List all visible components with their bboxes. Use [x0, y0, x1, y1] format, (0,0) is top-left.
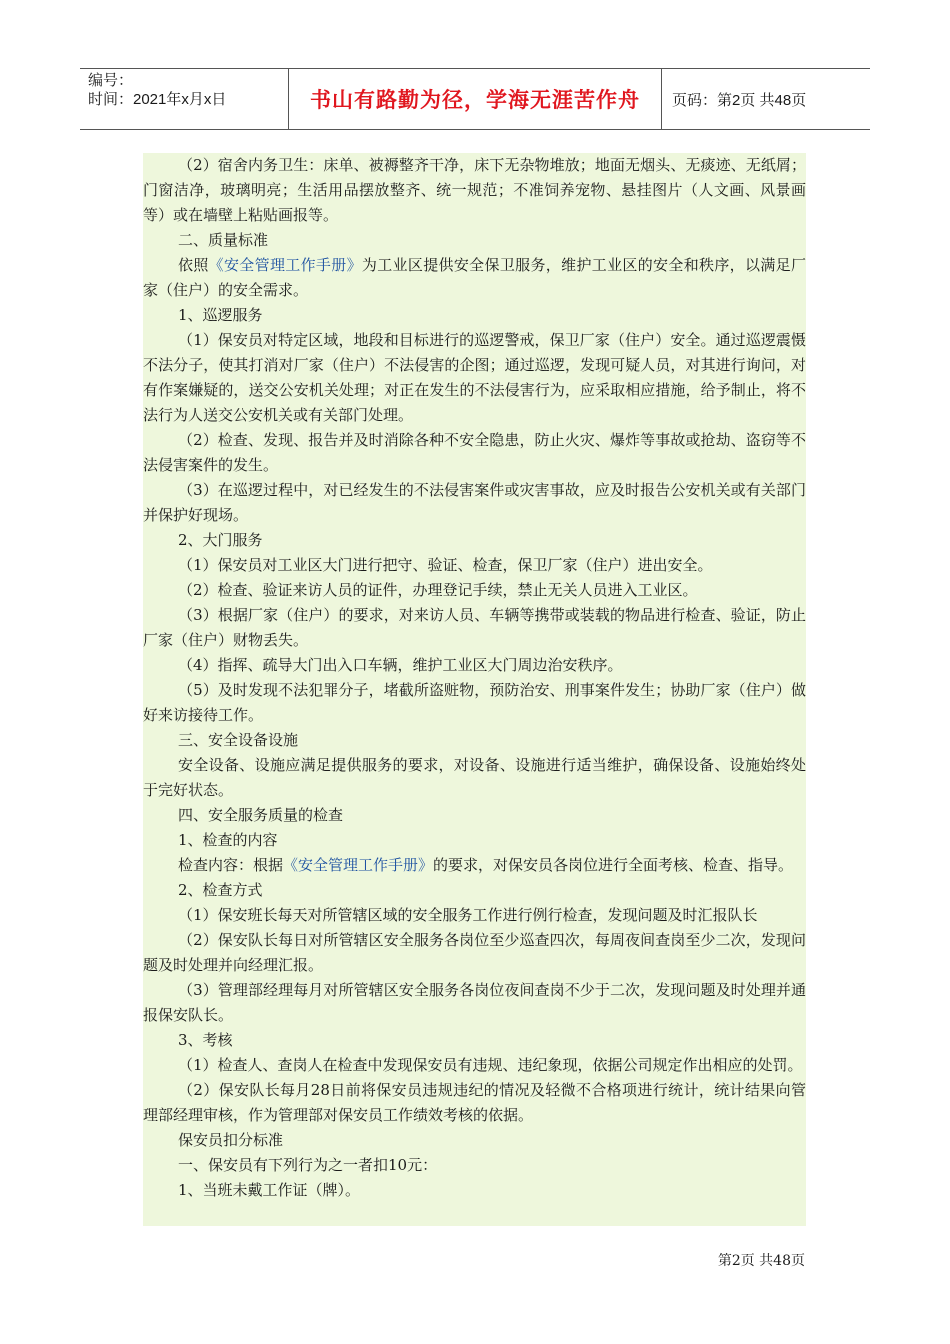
body-paragraph: （1）保安员对工业区大门进行把守、验证、检查，保卫厂家（住户）进出安全。: [178, 556, 713, 574]
body-paragraph: 1、巡逻服务: [178, 306, 263, 324]
header-meta: [80, 69, 289, 129]
body-paragraph: （1）检查人、查岗人在检查中发现保安员有违规、违纪象现，依据公司规定作出相应的处罚。: [178, 1056, 803, 1074]
body-paragraph: [143, 253, 806, 303]
body-paragraph: 三、安全设备设施: [178, 731, 299, 749]
body-paragraph: 1、当班未戴工作证（牌）。: [178, 1181, 361, 1199]
body-paragraph: （2）检查、验证来访人员的证件，办理登记手续，禁止无关人员进入工业区。: [178, 581, 698, 599]
body-paragraph: （1）保安班长每天对所管辖区域的安全服务工作进行例行检查，发现问题及时汇报队长: [178, 906, 758, 924]
body-paragraph: 二、质量标准: [178, 231, 269, 249]
body-paragraph: 四、安全服务质量的检查: [178, 806, 344, 824]
body-paragraph: （2）检查、发现、报告并及时消除各种不安全隐患，防止火灾、爆炸等事故或抢劫、盗窃等不法侵害案件的发生。: [143, 431, 806, 474]
body-paragraph: 1、检查的内容: [178, 831, 278, 849]
body-paragraph: 3、考核: [178, 1031, 233, 1049]
header-motto: 书山有路勤为径，学海无涯苦作舟: [289, 69, 662, 129]
document-number-label: 编号：: [88, 72, 134, 89]
body-paragraph: （1）保安员对特定区域，地段和目标进行的巡逻警戒，保卫厂家（住户）安全。通过巡逻震慑不法分子，使其打消对厂家（住户）不法侵害的企图；通过巡逻，发现可疑人员，对其进行询问，对有作案嫌疑的，送交公安机关处理；对正在发生的不法侵害行为，应采取相应措施，给予制止，将不法行为人送交公安机关或有关部门处理。: [143, 331, 806, 424]
document-body: [143, 153, 806, 1226]
header-page-info: 页码：第2页 共48页: [672, 91, 807, 109]
page-header: [80, 68, 870, 130]
paragraph-text: 依照: [178, 256, 209, 274]
body-paragraph: 安全设备、设施应满足提供服务的要求，对设备、设施进行适当维护，确保设备、设施始终处于完好状态。: [143, 756, 806, 799]
body-paragraph: （3）根据厂家（住户）的要求，对来访人员、车辆等携带或装载的物品进行检查、验证，防止厂家（住户）财物丢失。: [143, 606, 806, 649]
paragraph-text: 检查内容：根据: [178, 856, 284, 874]
body-paragraph: （2）保安队长每月28日前将保安员违规违纪的情况及轻微不合格项进行统计，统计结果向管理部经理审核，作为管理部对保安员工作绩效考核的依据。: [143, 1081, 806, 1124]
body-paragraph: （2）保安队长每日对所管辖区安全服务各岗位至少巡查四次，每周夜间查岗至少二次，发现问题及时处理并向经理汇报。: [143, 931, 806, 974]
body-paragraph: 2、检查方式: [178, 881, 263, 899]
body-paragraph: 2、大门服务: [178, 531, 263, 549]
body-paragraph: （3）在巡逻过程中，对已经发生的不法侵害案件或灾害事故，应及时报告公安机关或有关部门并保护好现场。: [143, 481, 806, 524]
page-footer-number: 第2页 共48页: [717, 1253, 805, 1269]
body-paragraph: 一、保安员有下列行为之一者扣10元：: [178, 1156, 438, 1174]
document-date: 时间：2021年x月x日: [88, 91, 227, 108]
body-paragraph: （2）宿舍内务卫生：床单、被褥整齐干净，床下无杂物堆放；地面无烟头、无痰迹、无纸屑；门窗洁净，玻璃明亮；生活用品摆放整齐、统一规范；不准饲养宠物、悬挂图片（人文画、风景画等）或在墙壁上粘贴画报等。: [143, 156, 806, 224]
paragraph-text: 为工业区提供安全保卫服务，维护工业区的安全和秩序，以满足厂家（住户）的安全需求。: [143, 256, 806, 299]
body-paragraph: （4）指挥、疏导大门出入口车辆，维护工业区大门周边治安秩序。: [178, 656, 623, 674]
body-paragraph: [143, 853, 806, 878]
body-paragraph: （3）管理部经理每月对所管辖区安全服务各岗位夜间查岗不少于二次，发现问题及时处理并通报保安队长。: [143, 981, 806, 1024]
paragraph-text: 的要求，对保安员各岗位进行全面考核、检查、指导。: [433, 856, 794, 874]
body-paragraph: （5）及时发现不法犯罪分子，堵截所盗赃物，预防治安、刑事案件发生；协助厂家（住户）做好来访接待工作。: [143, 681, 806, 724]
manual-link[interactable]: 《安全管理工作手册》: [283, 856, 434, 874]
body-paragraph: 保安员扣分标准: [178, 1131, 284, 1149]
manual-link[interactable]: 《安全管理工作手册》: [208, 256, 362, 274]
